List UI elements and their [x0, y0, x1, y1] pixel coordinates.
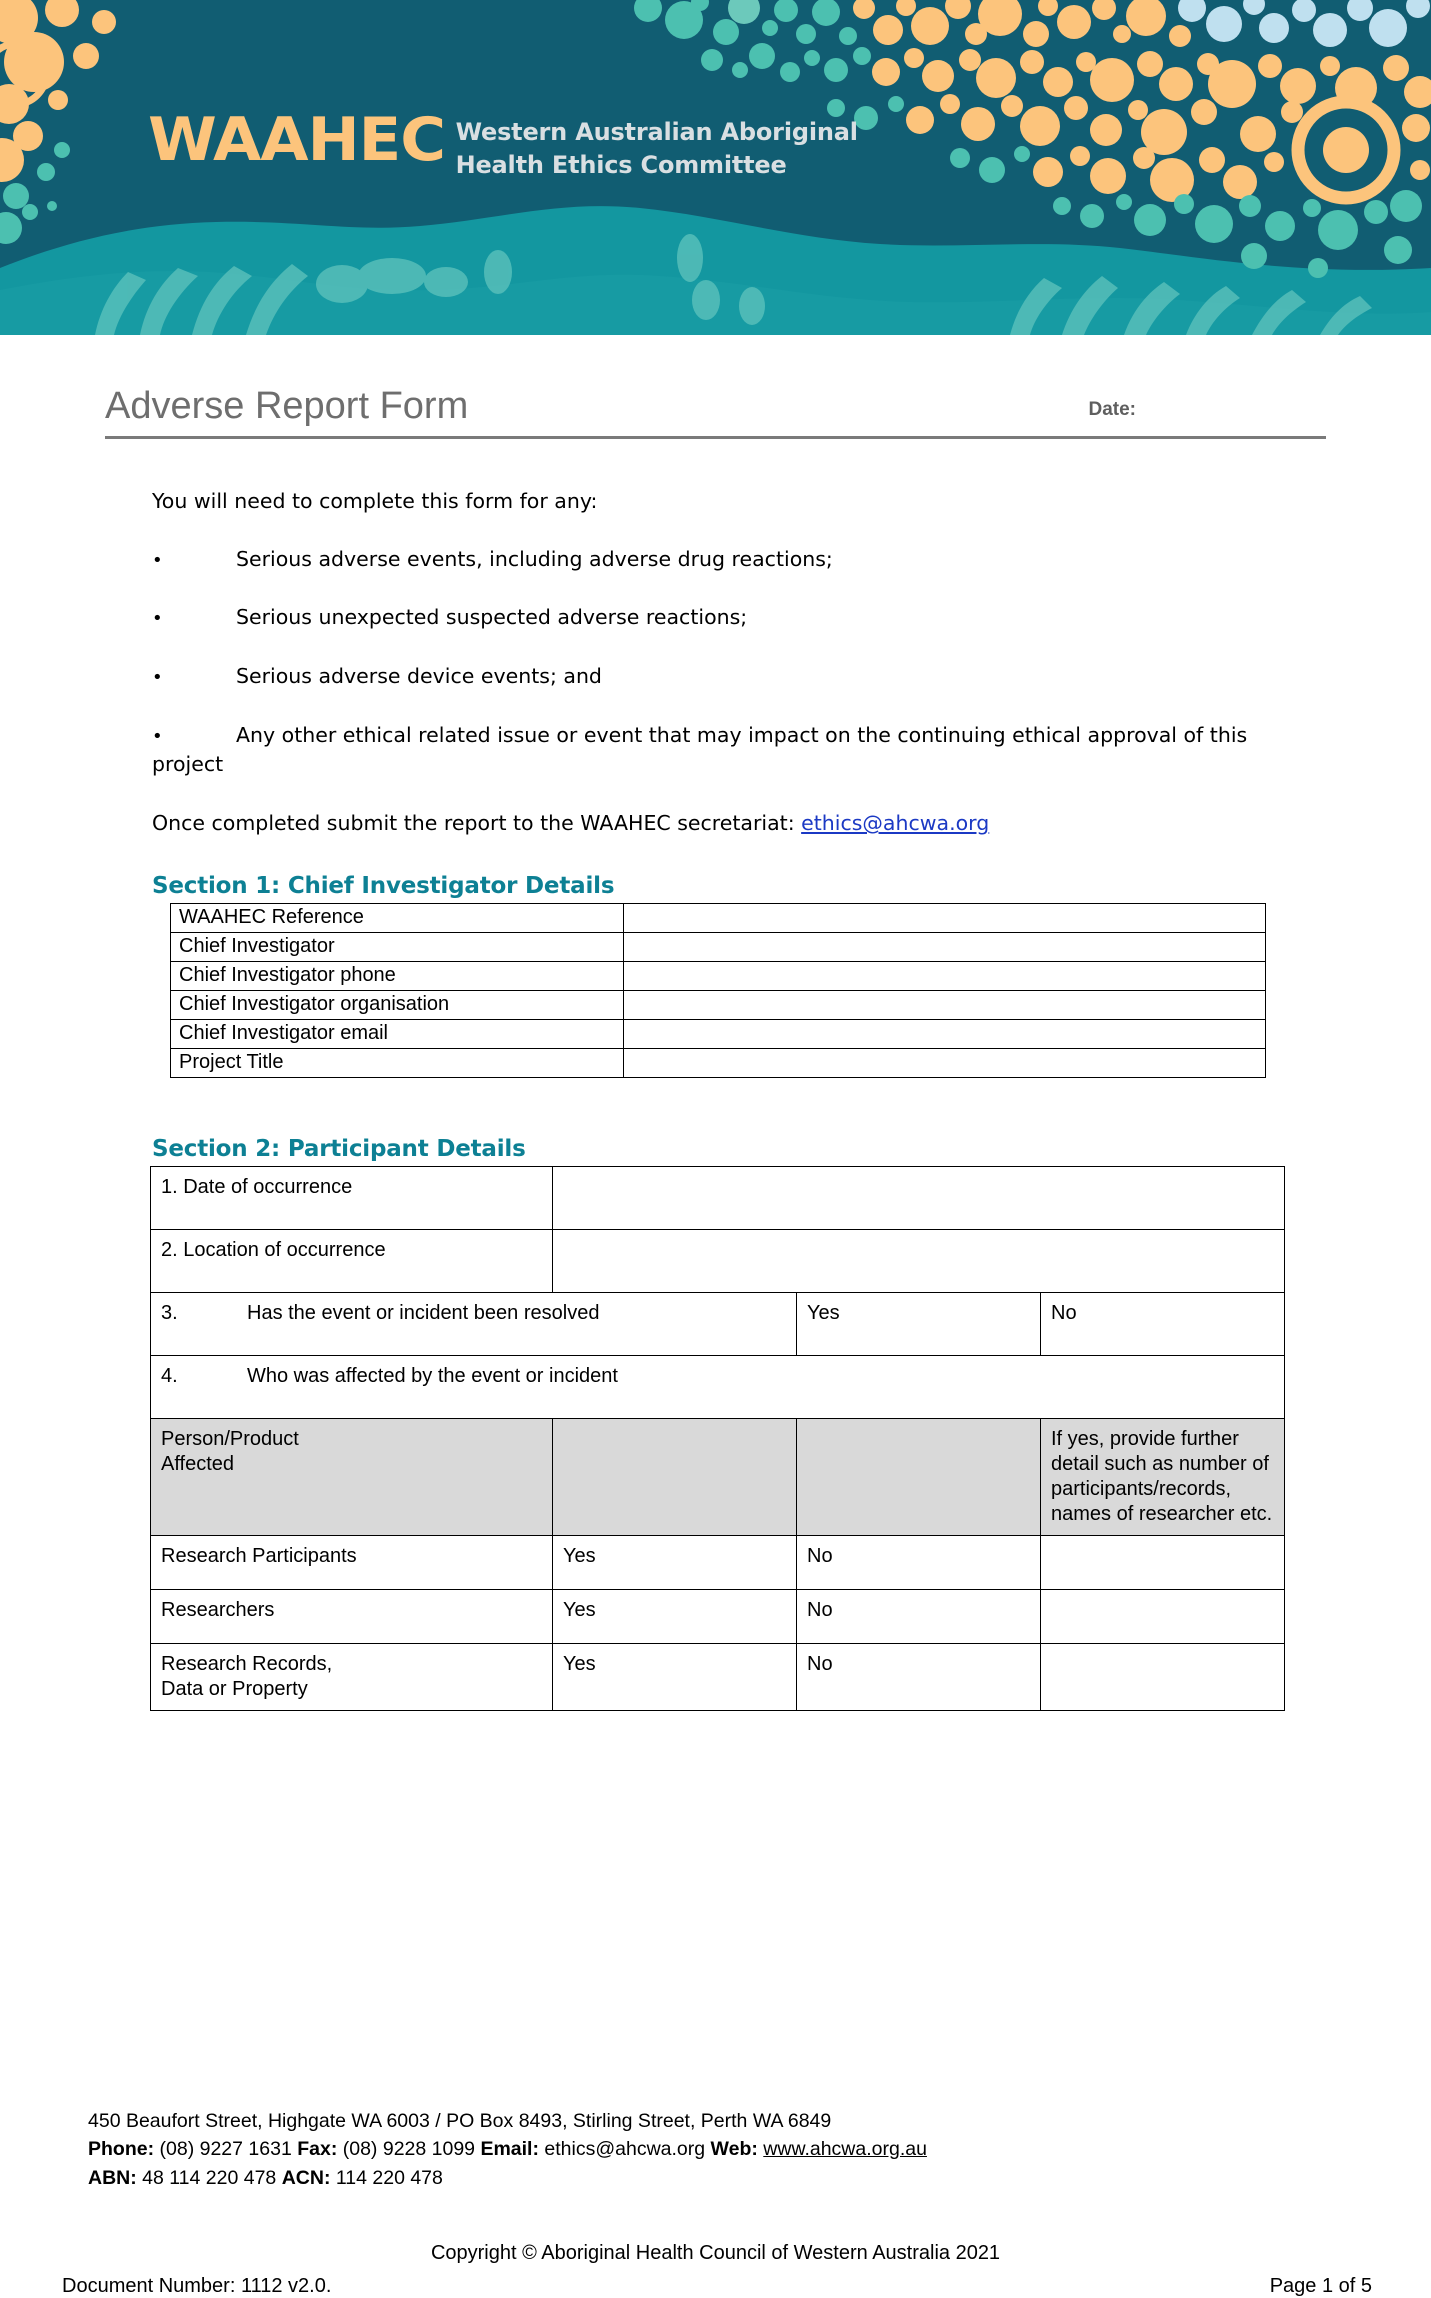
- question-3-text: Has the event or incident been resolved: [247, 1301, 600, 1324]
- bullet-icon: [152, 603, 236, 633]
- bullet-text: Serious unexpected suspected adverse reactions;: [236, 605, 748, 630]
- table-row: [151, 1355, 1285, 1418]
- location-of-occurrence-label: 2. Location of occurrence: [151, 1229, 553, 1292]
- detail-column-header-line2: participants/records, names of researcher etc.: [1051, 1477, 1273, 1525]
- table-row: [171, 990, 1266, 1019]
- question-4-text: Who was affected by the event or incident: [247, 1364, 618, 1387]
- title-bar: [105, 387, 1326, 439]
- organisation-name: [456, 116, 858, 182]
- field-label: Project Title: [171, 1048, 624, 1077]
- bullet-text: Serious adverse device events; and: [236, 664, 602, 689]
- affected-no-option[interactable]: No: [797, 1589, 1041, 1643]
- organisation-name-line2: Health Ethics Committee: [455, 151, 787, 180]
- field-value[interactable]: [624, 1019, 1266, 1048]
- affected-detail-input[interactable]: [1041, 1643, 1285, 1710]
- section-1-heading: Section 1: Chief Investigator Details: [152, 872, 615, 899]
- affected-detail-input[interactable]: [1041, 1535, 1285, 1589]
- submit-instruction-text: Once completed submit the report to the WAAHEC secretariat:: [152, 811, 802, 836]
- affected-no-option[interactable]: No: [797, 1535, 1041, 1589]
- waahec-logo: [148, 105, 858, 182]
- list-item: [152, 662, 1279, 692]
- bullet-text: Serious adverse events, including adverse drug reactions;: [236, 546, 833, 571]
- affected-party-label: [151, 1643, 553, 1710]
- field-value[interactable]: [624, 990, 1266, 1019]
- acn-value: 114 220 478: [335, 2166, 443, 2189]
- affected-yes-option[interactable]: Yes: [553, 1589, 797, 1643]
- question-4-label: [151, 1355, 1285, 1418]
- field-label: Chief Investigator: [171, 932, 624, 961]
- question-4-number: 4.: [161, 1364, 178, 1387]
- table-row: [151, 1589, 1285, 1643]
- list-item: [152, 603, 1279, 633]
- table-row: [151, 1166, 1285, 1229]
- field-value[interactable]: [624, 932, 1266, 961]
- table-row: [171, 1048, 1266, 1077]
- detail-column-header: [1041, 1418, 1285, 1535]
- date-of-occurrence-input[interactable]: [553, 1166, 1285, 1229]
- affected-column-header-line2: Affected: [161, 1452, 235, 1475]
- intro-lead: You will need to complete this form for any:: [152, 488, 598, 513]
- field-label: Chief Investigator email: [171, 1019, 624, 1048]
- affected-party-label-line2: Data or Property: [161, 1677, 308, 1700]
- document-number: Document Number: 1112 v2.0.: [62, 2275, 332, 2297]
- question-3-number: 3.: [161, 1301, 178, 1324]
- detail-column-header-line1: If yes, provide further detail such as number of: [1051, 1427, 1269, 1475]
- table-row: [171, 932, 1266, 961]
- section-2-heading: Section 2: Participant Details: [152, 1135, 526, 1162]
- bullet-text: Any other ethical related issue or event that may impact on the continuing ethical approval of this project: [152, 722, 1248, 777]
- field-label: Chief Investigator phone: [171, 961, 624, 990]
- footer-contact-line: [88, 2135, 1368, 2163]
- question-3-yes-option[interactable]: Yes: [797, 1292, 1041, 1355]
- table-row: [151, 1292, 1285, 1355]
- page-title: Adverse Report Form: [105, 385, 469, 427]
- secretariat-email-link[interactable]: ethics@ahcwa.org: [801, 811, 990, 836]
- copyright-notice: Copyright © Aboriginal Health Council of Western Australia 2021: [430, 2242, 1001, 2264]
- table-row: [171, 1019, 1266, 1048]
- document-footer-row: [62, 2275, 1372, 2298]
- chief-investigator-table: [170, 903, 1266, 1078]
- field-value[interactable]: [624, 903, 1266, 932]
- affected-party-label-line1: Research Records,: [161, 1652, 333, 1675]
- affected-yes-option[interactable]: Yes: [553, 1535, 797, 1589]
- phone-label: Phone:: [88, 2138, 155, 2161]
- bullet-icon: [152, 721, 236, 751]
- fax-value: (08) 9228 1099: [342, 2138, 476, 2161]
- affected-yes-option[interactable]: Yes: [553, 1643, 797, 1710]
- document-body: [0, 385, 1431, 2297]
- table-row: [171, 903, 1266, 932]
- question-3-label: [151, 1292, 797, 1355]
- logo-wordmark: WAAHEC: [148, 105, 446, 175]
- bullet-icon: [152, 545, 236, 575]
- table-row: [151, 1229, 1285, 1292]
- abn-label: ABN:: [88, 2166, 137, 2189]
- affected-detail-input[interactable]: [1041, 1589, 1285, 1643]
- field-value[interactable]: [624, 961, 1266, 990]
- field-label: Chief Investigator organisation: [171, 990, 624, 1019]
- page-footer: [88, 2107, 1368, 2192]
- date-of-occurrence-label: 1. Date of occurrence: [151, 1166, 553, 1229]
- table-row: [171, 961, 1266, 990]
- fax-label: Fax:: [297, 2138, 338, 2161]
- page-number: Page 1 of 5: [1269, 2275, 1372, 2297]
- abn-value: 48 114 220 478: [142, 2166, 277, 2189]
- acn-label: ACN:: [281, 2166, 331, 2189]
- organisation-name-line1: Western Australian Aboriginal: [455, 118, 858, 146]
- table-header-row: [151, 1418, 1285, 1535]
- page-header-banner: [0, 0, 1431, 335]
- affected-column-header: [151, 1418, 553, 1535]
- affected-no-option[interactable]: No: [797, 1643, 1041, 1710]
- list-item: [152, 545, 1279, 575]
- bullet-icon: [152, 662, 236, 692]
- email-value: ethics@ahcwa.org: [544, 2138, 706, 2161]
- participant-details-table: [150, 1166, 1285, 1711]
- email-label: Email:: [480, 2138, 539, 2161]
- footer-address: 450 Beaufort Street, Highgate WA 6003 / PO Box 8493, Stirling Street, Perth WA 6849: [88, 2110, 832, 2132]
- affected-party-label: Research Participants: [151, 1535, 553, 1589]
- affected-column-header-line1: Person/Product: [161, 1427, 299, 1450]
- field-label: WAAHEC Reference: [171, 903, 624, 932]
- no-column-header: [797, 1418, 1041, 1535]
- list-item: [152, 721, 1279, 780]
- affected-party-label: Researchers: [151, 1589, 553, 1643]
- location-of-occurrence-input[interactable]: [553, 1229, 1285, 1292]
- yes-column-header: [553, 1418, 797, 1535]
- table-row: [151, 1535, 1285, 1589]
- footer-abn-line: [88, 2164, 1368, 2192]
- web-label: Web:: [710, 2138, 758, 2161]
- intro-section: [152, 487, 1279, 839]
- date-label: Date:: [1088, 398, 1136, 420]
- submit-instruction: [152, 809, 1279, 839]
- question-3-no-option[interactable]: No: [1041, 1292, 1285, 1355]
- table-row: [151, 1643, 1285, 1710]
- website-link[interactable]: www.ahcwa.org.au: [763, 2138, 927, 2161]
- field-value[interactable]: [624, 1048, 1266, 1077]
- phone-value: (08) 9227 1631: [159, 2138, 292, 2161]
